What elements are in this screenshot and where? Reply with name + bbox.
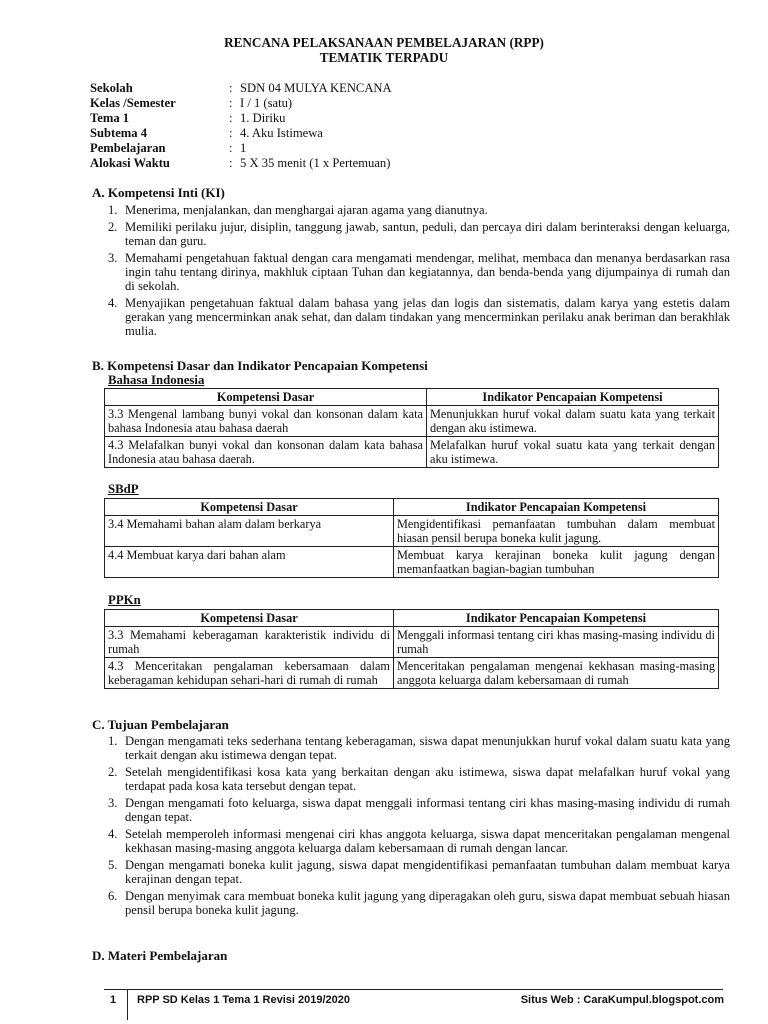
document-page: RENCANA PELAKSANAAN PEMBELAJARAN (RPP) TEMATIK TERPADU Sekolah : SDN 04 MULYA KENCANA Kelas /Semester : I / 1 (satu) Tema 1 : 1. Diriku Subtema 4 : 4. Aku Istimewa Pembelajaran : 1 Alokasi Waktu : 5 X 35 menit (1 x Pertemuan) A. Kompetensi Inti (KI) 1. Menerima, menjalankan, dan menghargai ajaran agama yang dianutnya. 2. Memiliki perilaku jujur, disiplin, tanggung jawab, santun, peduli, dan percaya diri dalam berinteraksi dengan keluarga, teman dan guru. 3. Memahami pengetahuan faktual dengan cara mengamati mendengar, melihat, membaca dan menanya berdasarkan rasa ingin tahu tentang dirinya, makhluk ciptaan Tuhan dan kegiatannya, dan benda-benda yang dijumpainya di rumah dan di sekolah. 4. Menyajikan pengetahuan faktual dalam bahasa yang jelas dan logis dan sistematis, dalam karya yang estetis dalam gerakan yang mencerminkan anak sehat, dan dalam tindakan yang mencerminkan perilaku anak beriman dan berakhlak mulia. B. Kompetensi Dasar dan Indikator Pencapaian Kompetensi Bahasa Indonesia Kompetensi Dasar Indikator Pencapaian Kompetensi 3.3 Mengenal lambang bunyi vokal dan konsonan dalam kata bahasa Indonesia atau bahasa daerah Menunjukkan huruf vokal dalam suatu kata yang terkait dengan aku istimewa. 4.3 Melafalkan bunyi vokal dan konsonan dalam kata bahasa Indonesia atau bahasa daerah. Melafalkan huruf vokal suatu kata yang terkait dengan aku istimewa. SBdP Kompetensi Dasar Indikator Pencapaian Kompetensi 3.4 Memahami bahan alam dalam berkarya Mengidentifikasi pemanfaatan tumbuhan dalam membuat hiasan pensil berupa boneka kulit jagung. 4.4 Membuat karya dari bahan alam Membuat karya kerajinan boneka kulit jagung dengan memanfaatkan bagian-bagian tumbuhan PPKn Kompetensi Dasar Indikator Pencapaian Kompetensi 3.3 Memahami keberagaman karakteristik individu di rumah Menggali informasi tentang ciri khas masing-masing individu di rumah 4.3 Menceritakan pengalaman kebersamaan dalam keberagaman kehidupan sehari-hari di rumah di rumah Menceritakan pengalaman mengenai kekhasan masing-masing anggota keluarga dalam kebersamaan di rumah C. Tujuan Pembelajaran 1. Dengan mengamati teks sederhana tentang keberagaman, siswa dapat menunjukkan huruf vokal dalam suatu kata yang terkait dengan aku istimewa dengan tepat. 2. Setelah mengidentifikasi kosa kata yang berkaitan dengan aku istimewa, siswa dapat melafalkan huruf vokal yang terdapat pada kosa kata tersebut dengan tepat. 3. Dengan mengamati foto keluarga, siswa dapat menggali informasi tentang ciri khas masing-masing individu di rumah dengan tepat. 4. Setelah memperoleh informasi mengenai ciri khas anggota keluarga, siswa dapat menceritakan pengalaman mengenal kekhasan masing-masing anggota keluarga dalam kebersamaan di rumah dengan lancar. 5. Dengan mengamati boneka kulit jagung, siswa dapat mengidentifikasi pemanfaatan tumbuhan dalam membuat karya kerajinan dengan tepat. 6. Dengan menyimak cara membuat boneka kulit jagung yang diperagakan oleh guru, siswa dapat membuat sebuah hiasan pensil berupa boneka kulit jagung. D. Materi Pembelajaran 1 RPP SD Kelas 1 Tema 1 Revisi 2019/2020 Situs Web : CaraKumpul.blogspot.com <box>0 0 768 1024</box>
section-a-heading: A. Kompetensi Inti (KI) <box>92 185 225 200</box>
table-row <box>105 627 719 658</box>
column-header: Indikator Pencapaian Kompetensi <box>394 610 719 627</box>
list-item: 3. Dengan mengamati foto keluarga, siswa dapat menggali informasi tentang ciri khas masing-masing individu di rumah dengan tepat. <box>108 796 730 825</box>
table-cell: 3.3 Memahami keberagaman karakteristik individu di rumah <box>105 627 394 658</box>
doc-subtitle: TEMATIK TERPADU <box>319 50 449 65</box>
table-header-row <box>105 610 719 627</box>
core-competency-list <box>108 203 730 341</box>
table-cell: 3.4 Memahami bahan alam dalam berkarya <box>105 516 394 547</box>
table-cell: Mengidentifikasi pemanfaatan tumbuhan dalam membuat hiasan pensil berupa boneka kulit jagung. <box>394 516 719 547</box>
footer-document-label: RPP SD Kelas 1 Tema 1 Revisi 2019/2020 <box>137 994 351 1006</box>
table-cell: Melafalkan huruf vokal suatu kata yang terkait dengan aku istimewa. <box>427 437 719 468</box>
list-item: 1. Dengan mengamati teks sederhana tentang keberagaman, siswa dapat menunjukkan huruf vokal dalam suatu kata yang terkait dengan aku istimewa dengan tepat. <box>108 734 730 763</box>
column-header: Kompetensi Dasar <box>105 389 427 406</box>
table-row <box>105 547 719 578</box>
list-item: 5. Dengan mengamati boneka kulit jagung, siswa dapat mengidentifikasi pemanfaatan tumbuhan dalam membuat karya kerajinan dengan tepat. <box>108 858 730 887</box>
table-row <box>105 658 719 689</box>
table-cell: 3.3 Mengenal lambang bunyi vokal dan konsonan dalam kata bahasa Indonesia atau bahasa daerah <box>105 406 427 437</box>
list-item: 3. Memahami pengetahuan faktual dengan cara mengamati mendengar, melihat, membaca dan menanya berdasarkan rasa ingin tahu tentang dirinya, makhluk ciptaan Tuhan dan kegiatannya, dan benda-benda yang dijumpainya di rumah dan di sekolah. <box>108 250 730 294</box>
column-header: Kompetensi Dasar <box>105 499 394 516</box>
info-value: 1. Diriku <box>240 111 286 125</box>
bahasa-indonesia-heading: Bahasa Indonesia <box>108 373 205 387</box>
bahasa-indonesia-table <box>104 388 719 468</box>
list-item: 1. Menerima, menjalankan, dan menghargai ajaran agama yang dianutnya. <box>108 203 488 217</box>
list-item: 4. Setelah memperoleh informasi mengenai ciri khas anggota keluarga, siswa dapat menceritakan pengalaman mengenal kekhasan masing-masing anggota keluarga dalam kebersamaan di rumah dengan lancar. <box>108 827 730 856</box>
table-cell: Menggali informasi tentang ciri khas masing-masing individu di rumah <box>394 627 719 658</box>
column-header: Indikator Pencapaian Kompetensi <box>427 389 719 406</box>
table-cell: 4.3 Melafalkan bunyi vokal dan konsonan dalam kata bahasa Indonesia atau bahasa daerah. <box>105 437 427 468</box>
table-row <box>105 437 719 468</box>
section-c-heading: C. Tujuan Pembelajaran <box>92 717 229 732</box>
table-row <box>105 516 719 547</box>
column-header: Indikator Pencapaian Kompetensi <box>394 499 719 516</box>
column-header: Kompetensi Dasar <box>105 610 394 627</box>
table-cell: 4.4 Membuat karya dari bahan alam <box>105 547 394 578</box>
table-row <box>105 406 719 437</box>
doc-title: RENCANA PELAKSANAAN PEMBELAJARAN (RPP) <box>224 35 544 50</box>
ppkn-table <box>104 609 719 689</box>
list-item: 2. Setelah mengidentifikasi kosa kata yang berkaitan dengan aku istimewa, siswa dapat melafalkan huruf vokal yang terdapat pada kosa kata tersebut dengan tepat. <box>108 765 730 794</box>
info-label: Alokasi Waktu <box>90 156 170 170</box>
info-value: 1 <box>240 141 247 155</box>
sbdp-table <box>104 498 719 578</box>
info-label: Tema 1 <box>90 111 130 125</box>
table-header-row <box>105 389 719 406</box>
list-item: 2. Memiliki perilaku jujur, disiplin, tanggung jawab, santun, peduli, dan percaya diri dalam berinteraksi dengan keluarga, teman dan guru. <box>108 219 730 248</box>
info-label: Sekolah <box>90 81 133 95</box>
table-header-row <box>105 499 719 516</box>
info-value: 4. Aku Istimewa <box>240 126 323 140</box>
table-cell: Membuat karya kerajinan boneka kulit jagung dengan memanfaatkan bagian-bagian tumbuhan <box>394 547 719 578</box>
footer-divider <box>104 989 723 990</box>
list-item: 4. Menyajikan pengetahuan faktual dalam bahasa yang jelas dan logis dan sistematis, dalam karya yang estetis dalam gerakan yang mencerminkan anak sehat, dan dalam tindakan yang mencerminkan perilaku anak beriman dan berakhlak mulia. <box>108 296 730 339</box>
info-value: SDN 04 MULYA KENCANA <box>240 81 392 95</box>
ppkn-heading: PPKn <box>108 593 141 607</box>
list-item: 6. Dengan menyimak cara membuat boneka kulit jagung yang diperagakan oleh guru, siswa dapat membuat sebuah hiasan pensil berupa boneka kulit jagung. <box>108 889 730 918</box>
footer-website: Situs Web : CaraKumpul.blogspot.com <box>520 994 724 1006</box>
table-cell: 4.3 Menceritakan pengalaman kebersamaan dalam keberagaman kehidupan sehari-hari di rumah di rumah <box>105 658 394 689</box>
info-label: Kelas /Semester <box>90 96 176 110</box>
info-value: I / 1 (satu) <box>240 96 293 110</box>
info-value: 5 X 35 menit (1 x Pertemuan) <box>240 156 391 170</box>
table-cell: Menunjukkan huruf vokal dalam suatu kata yang terkait dengan aku istimewa. <box>427 406 719 437</box>
section-d-heading: D. Materi Pembelajaran <box>92 948 228 963</box>
sbdp-heading: SBdP <box>108 482 139 496</box>
table-cell: Menceritakan pengalaman mengenai kekhasan masing-masing anggota keluarga dalam kebersamaan di rumah <box>394 658 719 689</box>
info-label: Subtema 4 <box>90 126 148 140</box>
footer-separator <box>127 990 128 1020</box>
learning-objectives-list <box>108 734 730 920</box>
page-number: 1 <box>110 994 117 1006</box>
info-label: Pembelajaran <box>90 141 166 155</box>
section-b-heading: B. Kompetensi Dasar dan Indikator Pencapaian Kompetensi <box>92 358 428 373</box>
